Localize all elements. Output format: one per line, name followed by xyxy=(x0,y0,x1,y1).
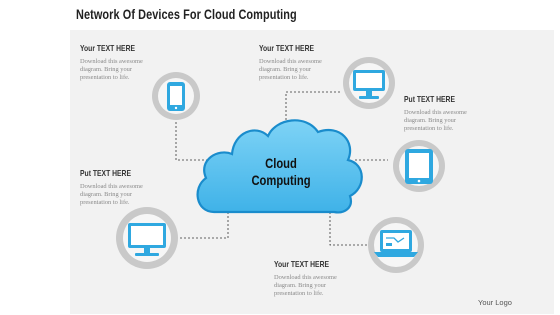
text-block-body xyxy=(259,58,349,82)
text-block-bottom xyxy=(274,259,374,298)
laptop-icon xyxy=(374,230,418,257)
text-block-body xyxy=(80,183,170,207)
tablet-icon xyxy=(405,149,433,184)
text-line: Download this awesome xyxy=(404,109,467,116)
text-line: presentation to life. xyxy=(259,74,309,81)
text-line: presentation to life. xyxy=(80,199,130,206)
text-line: presentation to life. xyxy=(274,290,324,297)
text-line: diagram. Bring your xyxy=(274,282,327,289)
text-block-heading: Put TEXT HERE xyxy=(80,168,132,178)
text-line: diagram. Bring your xyxy=(80,191,133,198)
text-line: presentation to life. xyxy=(80,74,130,81)
text-line: diagram. Bring your xyxy=(80,66,133,73)
text-line: Download this awesome xyxy=(80,58,143,65)
connector-laptop xyxy=(330,212,368,245)
device-tablet xyxy=(393,140,445,192)
text-block-body xyxy=(274,274,364,298)
cloud-label-line1: Cloud xyxy=(265,155,297,171)
text-block-top-left xyxy=(80,43,180,82)
cloud-label-line2: Computing xyxy=(251,172,311,188)
connector-monitor-top xyxy=(286,92,340,120)
device-monitor-left xyxy=(116,207,178,269)
text-block-heading: Your TEXT HERE xyxy=(80,43,136,53)
device-laptop xyxy=(368,217,424,273)
logo-placeholder: Your Logo xyxy=(478,298,512,307)
text-block-body xyxy=(404,109,494,133)
text-block-heading: Your TEXT HERE xyxy=(274,259,330,269)
text-line: diagram. Bring your xyxy=(404,117,457,124)
smartphone-icon xyxy=(167,82,185,111)
text-block-heading: Your TEXT HERE xyxy=(259,43,315,53)
page-title: Network Of Devices For Cloud Computing xyxy=(76,6,297,22)
cloud-label xyxy=(248,155,314,189)
text-block-body xyxy=(80,58,170,82)
text-line: diagram. Bring your xyxy=(259,66,312,73)
connector-smartphone xyxy=(176,118,215,160)
text-line: Download this awesome xyxy=(274,274,337,281)
connector-monitor-left xyxy=(180,212,228,238)
text-line: presentation to life. xyxy=(404,125,454,132)
text-line: Download this awesome xyxy=(259,58,322,65)
text-block-top-center xyxy=(259,43,359,82)
text-block-right xyxy=(404,94,504,133)
text-line: Download this awesome xyxy=(80,183,143,190)
text-block-heading: Put TEXT HERE xyxy=(404,94,456,104)
text-block-left xyxy=(80,168,180,207)
